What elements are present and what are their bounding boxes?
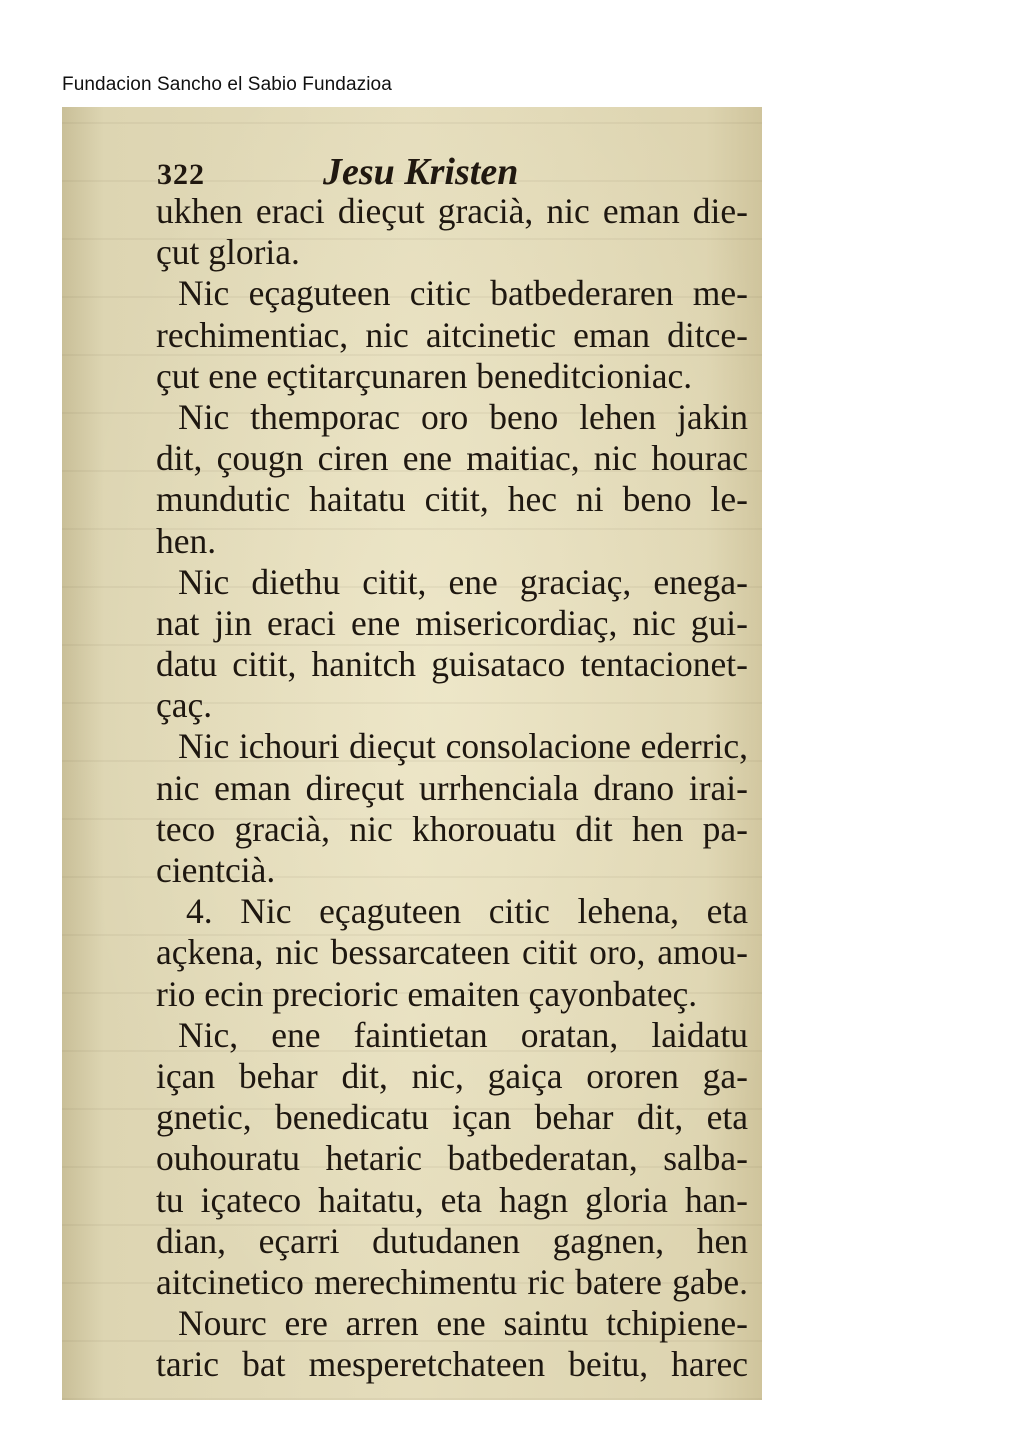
text-line: ouhouratu hetaric batbederatan, salba- bbox=[156, 1138, 748, 1179]
text-line: dit, çougn ciren ene maitiac, nic hourac bbox=[156, 438, 748, 479]
text-line: Nic diethu citit, ene graciaç, enega- bbox=[178, 561, 748, 602]
text-line: çut ene eçtitarçunaren beneditcioniac. bbox=[156, 355, 693, 396]
text-line: içan behar dit, nic, gaiça ororen ga- bbox=[156, 1055, 748, 1096]
text-line: rio ecin precioric emaiten çayonbateç. bbox=[156, 973, 698, 1014]
text-line: Nic ichouri dieçut consolacione ederric, bbox=[178, 726, 748, 767]
text-line: mundutic haitatu citit, hec ni beno le- bbox=[156, 479, 748, 520]
text-line: açkena, nic bessarcateen citit oro, amou- bbox=[156, 932, 748, 973]
text-line: Nourc ere arren ene saintu tchipiene- bbox=[178, 1303, 748, 1344]
text-line: nic eman direçut urrhenciala drano irai- bbox=[156, 767, 748, 808]
text-line: rechimentiac, nic aitcinetic eman ditce- bbox=[156, 314, 748, 355]
page-number: 322 bbox=[157, 158, 205, 191]
text-line: nat jin eraci ene misericordiaç, nic gui- bbox=[156, 602, 748, 643]
text-line: tu içateco haitatu, eta hagn gloria han- bbox=[156, 1179, 748, 1220]
text-line: aitcinetico merechimentu ric batere gabe. bbox=[156, 1261, 748, 1302]
text-line: ukhen eraci dieçut gracià, nic eman die- bbox=[156, 191, 748, 231]
text-line: Nic eçaguteen citic batbederaren me- bbox=[178, 273, 748, 314]
text-line: 4. Nic eçaguteen citic lehena, eta bbox=[186, 891, 748, 932]
source-caption: Fundacion Sancho el Sabio Fundazioa bbox=[62, 74, 392, 95]
text-line: dian, eçarri dutudanen gagnen, hen bbox=[156, 1220, 748, 1261]
text-line: çaç. bbox=[156, 685, 213, 726]
text-line: datu citit, hanitch guisataco tentacionet- bbox=[156, 644, 748, 685]
text-line: çut gloria. bbox=[156, 232, 300, 273]
text-line: gnetic, benedicatu içan behar dit, eta bbox=[156, 1097, 748, 1138]
text-line: hen. bbox=[156, 520, 217, 561]
text-line: teco gracià, nic khorouatu dit hen pa- bbox=[156, 808, 748, 849]
text-line: taric bat mesperetchateen beitu, harec bbox=[156, 1344, 748, 1385]
body-text bbox=[156, 191, 748, 1385]
text-line: cientcià. bbox=[156, 850, 276, 890]
text-line: Nic, ene faintietan oratan, laidatu bbox=[178, 1014, 748, 1055]
page-header bbox=[157, 150, 518, 194]
text-line: Nic themporac oro beno lehen jakin bbox=[178, 396, 748, 437]
running-title: Jesu Kristen bbox=[323, 151, 519, 193]
scanned-book-page bbox=[62, 107, 762, 1400]
